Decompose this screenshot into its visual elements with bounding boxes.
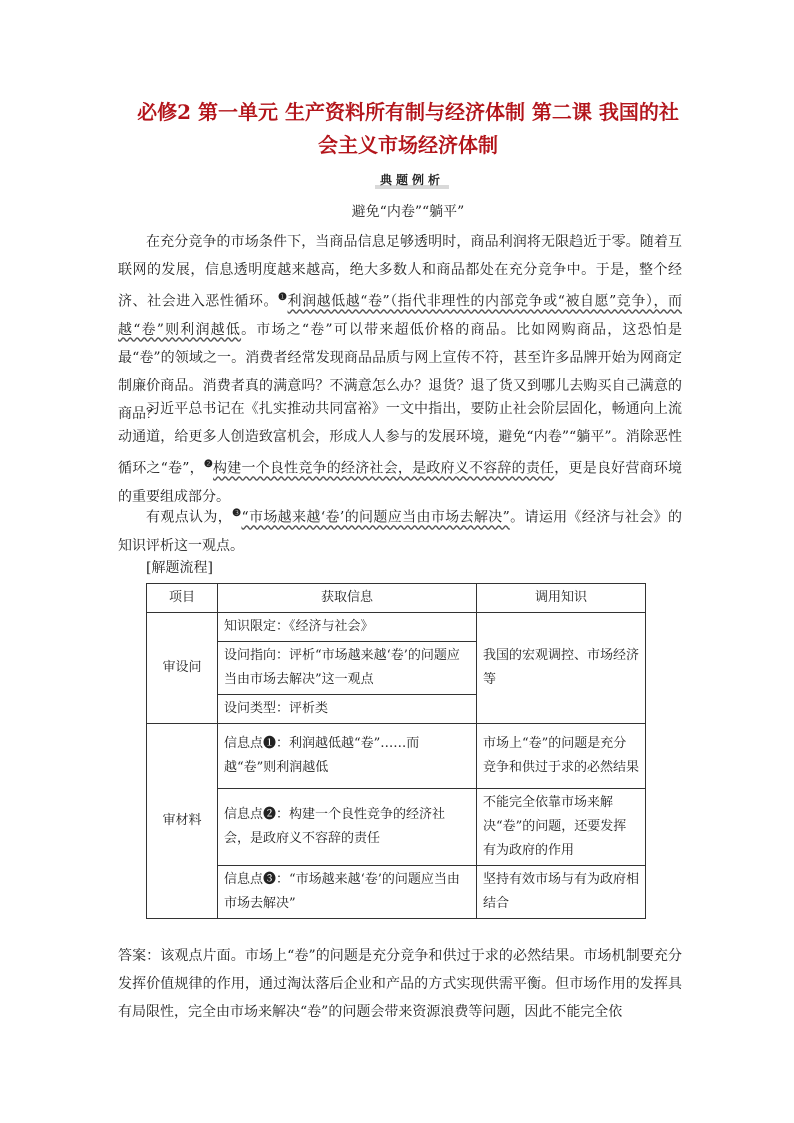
material-subtitle: 避免“内卷”“躺平”	[351, 204, 465, 220]
header-info: 获取信息	[218, 584, 477, 613]
info-cell: 设问类型：评析类	[218, 695, 477, 724]
table-row	[147, 866, 646, 919]
info-cell: 信息点❷：构建一个良性竞争的经济社会，是政府义不容辞的责任	[218, 789, 477, 866]
paragraph-text: 。市场之“卷”可以带来超低价格的商品。比如网购商品，这恐怕是最“卷”的领域之一。消费者经常发现商品品质与网上宣传不符，甚至许多品牌开始为网商定制廉价商品。消费者真的满意吗？不满意怎么办？退货？退了货又到哪儿去购买自己满意的商品？	[118, 321, 682, 422]
info-cell: 信息点❸：“市场越来越‘卷’的问题应当由市场去解决”	[218, 866, 477, 919]
group-material: 审材料	[147, 724, 218, 919]
marker-2: ❷	[203, 459, 214, 470]
paragraph-text: 习近平总书记在《扎实推动共同富裕》一文中指出，要防止社会阶层固化，畅通向上流动通道，给更多人创造致富机会，形成人人参与的发展环境，避免“内卷”“躺平”。消除恶性循环之“卷”，	[118, 401, 682, 477]
paragraph-text: 有观点认为，	[146, 509, 233, 526]
paragraph-text: 。请运用《经济与社会》的知识评析这一观点。	[118, 509, 683, 554]
paragraph-text: ，更是良好营商环境的重要组成部分。	[118, 460, 683, 505]
table-row	[147, 724, 646, 789]
table-row	[147, 613, 646, 642]
table-header-row	[147, 584, 646, 613]
knowledge-cell: 市场上“卷”的问题是充分竞争和供过于求的必然结果	[477, 724, 646, 789]
key-info-1: 利润越低越“卷”（指代非理性的内部竞争或“被自愿”竞争），而越“卷”则利润越低	[118, 293, 682, 338]
page-title-line1: 必修2 第一单元 生产资料所有制与经济体制 第二课 我国的社	[137, 100, 679, 124]
material-paragraph-2	[118, 395, 682, 511]
info-cell: 设问指向：评析“市场越来越‘卷’的问题应当由市场去解决”这一观点	[218, 642, 477, 695]
knowledge-cell: 坚持有效市场与有为政府相结合	[477, 866, 646, 919]
marker-1: ❶	[278, 292, 288, 303]
header-project: 项目	[147, 584, 218, 613]
marker-3: ❸	[232, 508, 242, 519]
key-info-2: 构建一个良性竞争的经济社会，是政府义不容辞的责任	[213, 460, 555, 477]
header-knowledge: 调用知识	[477, 584, 646, 613]
key-info-3: “市场越来越‘卷’的问题应当由市场去解决”	[241, 509, 510, 526]
flow-label: [解题流程]	[146, 560, 213, 576]
question-paragraph	[118, 500, 682, 560]
solution-flow-table	[146, 583, 646, 919]
group-question: 审设问	[147, 613, 218, 724]
info-cell: 信息点❶：利润越低越“卷”……而越“卷”则利润越低	[218, 724, 477, 789]
page-title-line2: 会主义市场经济体制	[318, 133, 498, 157]
table-row	[147, 789, 646, 866]
paragraph-text: 在充分竞争的市场条件下，当商品信息足够透明时，商品利润将无限趋近于零。随着互联网的发展，信息透明度越来越高，绝大多数人和商品都处在充分竞争中。于是，整个经济、社会进入恶性循环。	[118, 234, 682, 310]
section-badge: 典题例析	[373, 171, 451, 189]
answer-text: 答案：该观点片面。市场上“卷”的问题是充分竞争和供过于求的必然结果。市场机制要充分发挥价值规律的作用，通过淘汰落后企业和产品的方式实现供需平衡。但市场作用的发挥具有局限性，完全由市场来解决“卷”的问题会带来资源浪费等问题，因此不能完全依	[118, 948, 682, 1020]
info-cell: 知识限定：《经济与社会》	[218, 613, 477, 642]
knowledge-cell: 不能完全依靠市场来解决“卷”的问题，还要发挥有为政府的作用	[477, 789, 646, 866]
knowledge-cell: 我国的宏观调控、市场经济等	[477, 613, 646, 724]
